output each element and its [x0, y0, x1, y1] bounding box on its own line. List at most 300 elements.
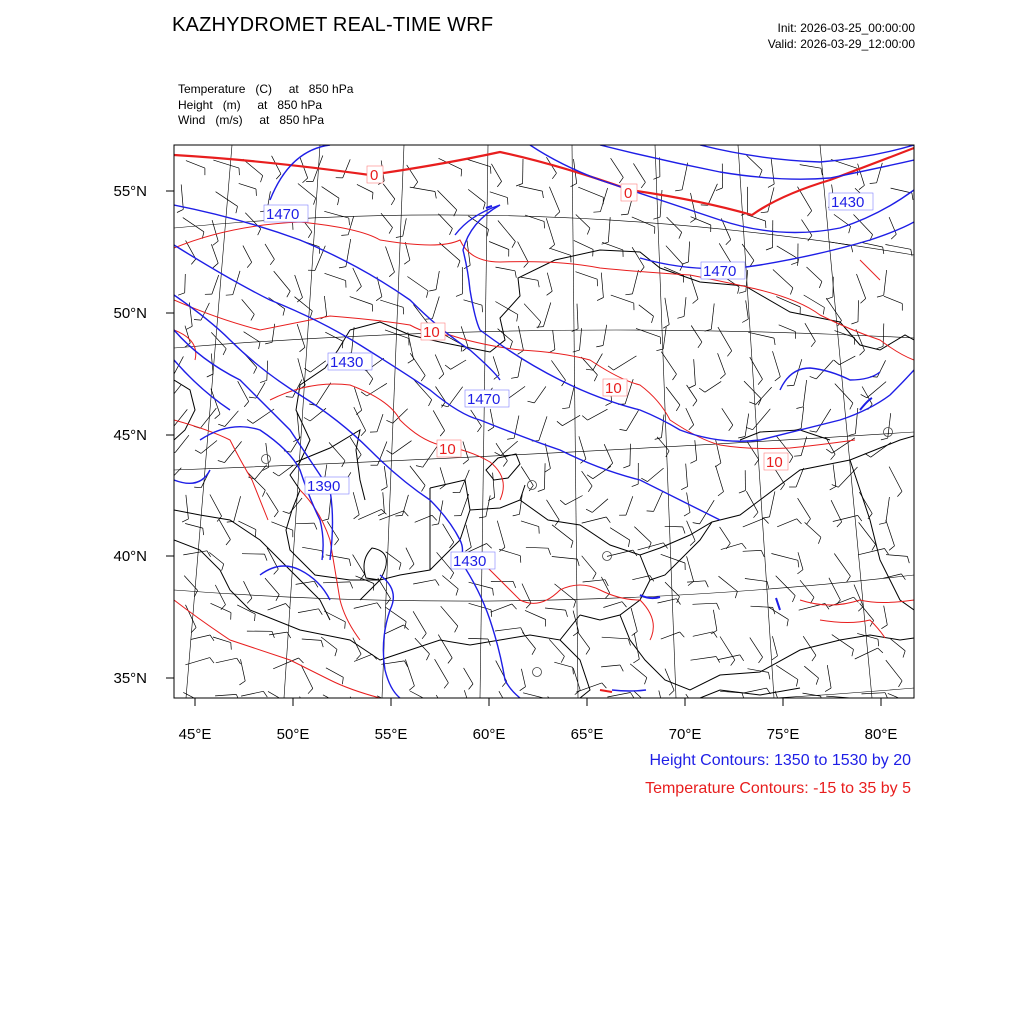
- wind-barb-flag: [488, 427, 494, 431]
- wind-barb-flag: [237, 658, 241, 664]
- wind-barb: [354, 407, 366, 431]
- wind-barb-flag: [244, 402, 249, 407]
- wind-barb: [407, 277, 428, 291]
- wind-barb-flag: [684, 513, 690, 517]
- wind-barb-flag: [746, 427, 753, 429]
- wind-barb: [497, 521, 505, 548]
- wind-barb: [403, 218, 407, 236]
- wind-barb: [493, 473, 495, 498]
- wind-barb: [386, 247, 395, 273]
- wind-barb: [860, 603, 874, 620]
- wind-barb-flag: [860, 350, 865, 355]
- wind-barb: [745, 579, 767, 582]
- wind-barb: [569, 385, 574, 408]
- wind-barb: [690, 275, 698, 299]
- wind-barb-flag: [513, 581, 516, 588]
- wind-barb-flag: [812, 655, 816, 661]
- wind-barb: [722, 408, 733, 425]
- wind-barb-flag: [303, 178, 308, 183]
- wind-barb: [588, 409, 608, 420]
- wind-barb-flag: [587, 228, 590, 234]
- wind-barb-flag: [825, 604, 829, 610]
- wind-barb-flag: [389, 228, 392, 234]
- wind-barb: [451, 360, 467, 369]
- wind-barb: [772, 636, 777, 656]
- wind-barb: [181, 185, 183, 210]
- wind-barb: [413, 580, 435, 584]
- wind-barb: [580, 328, 582, 350]
- wind-barb: [298, 358, 305, 385]
- wind-barb: [636, 328, 660, 337]
- wind-barb: [215, 694, 236, 696]
- wind-barb-flag: [758, 379, 762, 384]
- wind-barb: [186, 605, 197, 628]
- wind-barb: [630, 664, 647, 678]
- wind-barb-flag: [586, 649, 590, 655]
- wind-barb: [695, 440, 697, 460]
- wind-barb-flag: [653, 177, 660, 180]
- wind-barb-flag: [344, 706, 345, 713]
- wind-barb-flag: [807, 211, 811, 217]
- temperature-contours: [174, 148, 914, 698]
- wind-barb-flag: [518, 351, 524, 355]
- wind-barb-flag: [852, 649, 854, 656]
- wind-barb: [350, 297, 373, 305]
- wind-barb-flag: [422, 633, 426, 639]
- wind-barb-flag: [304, 418, 310, 422]
- wind-barb: [415, 515, 432, 522]
- wind-barb: [573, 611, 579, 632]
- wind-barb: [582, 556, 596, 573]
- wind-barb-flag: [239, 681, 245, 685]
- wind-barb-flag: [182, 519, 188, 522]
- wind-barb-flag: [847, 576, 851, 582]
- wind-barb: [216, 192, 238, 207]
- wind-barb-flag: [653, 217, 660, 219]
- wind-barb: [518, 326, 523, 351]
- wind-barb-flag: [435, 192, 436, 199]
- wind-barb: [687, 521, 696, 541]
- wind-barb-flag: [389, 272, 394, 277]
- wind-barb: [884, 296, 902, 303]
- wind-barb: [831, 500, 842, 522]
- wind-barb: [186, 161, 205, 169]
- wind-barb: [302, 547, 322, 550]
- wind-barb-flag: [726, 240, 731, 245]
- wind-barb: [718, 327, 732, 351]
- wind-barb: [353, 555, 365, 575]
- lon-label: 65°E: [570, 726, 604, 743]
- wind-barb-flag: [850, 403, 853, 409]
- wind-barb: [742, 244, 754, 260]
- wind-barb-flag: [764, 518, 769, 523]
- wind-barb: [423, 444, 439, 467]
- wind-barb-flag: [859, 185, 865, 189]
- wind-barb: [353, 492, 359, 515]
- wind-barb-flag: [690, 541, 695, 546]
- wind-barb-flag: [562, 408, 569, 409]
- wind-barb: [185, 274, 186, 293]
- wind-barb-flag: [222, 564, 224, 571]
- country-borders: [174, 250, 914, 698]
- wind-barb-flag: [666, 451, 669, 457]
- wind-barb: [611, 295, 634, 303]
- wind-barb-flag: [792, 596, 795, 602]
- wind-barb-flag: [731, 660, 735, 666]
- wind-barb: [521, 521, 539, 527]
- wind-barb-flag: [693, 523, 700, 524]
- wind-barb-flag: [215, 414, 220, 419]
- field-wind: Wind (m/s) at 850 hPa: [178, 113, 325, 127]
- wind-barb-flag: [461, 345, 462, 352]
- wind-barb: [392, 441, 411, 455]
- wind-barb-flag: [705, 581, 708, 587]
- wind-barb: [410, 466, 425, 486]
- wind-barb-flag: [659, 716, 665, 720]
- wind-barb: [225, 441, 242, 462]
- wind-barb-flag: [510, 341, 512, 348]
- wind-barb: [601, 665, 620, 667]
- city-markers: [262, 428, 893, 677]
- wind-barb: [602, 242, 623, 250]
- wind-barb-flag: [440, 431, 444, 437]
- wind-barb: [271, 522, 292, 530]
- wind-barb: [324, 611, 345, 622]
- wind-barb: [667, 217, 682, 232]
- wind-barb-flag: [596, 346, 603, 347]
- wind-barb: [574, 240, 593, 249]
- wind-barb-flag: [837, 522, 842, 527]
- wind-barb-flag: [195, 450, 201, 454]
- wind-barb-flag: [681, 487, 687, 490]
- wind-barb: [552, 525, 573, 541]
- wind-barb: [550, 248, 570, 255]
- wind-barb-flag: [826, 297, 833, 299]
- wind-barb-flag: [455, 626, 458, 632]
- wind-barb: [862, 693, 886, 694]
- wind-barb-flag: [606, 517, 610, 523]
- wind-barb: [630, 444, 631, 466]
- wind-barb: [545, 608, 566, 610]
- wind-barb-flag: [775, 377, 781, 381]
- wind-barb-flag: [548, 548, 550, 555]
- wind-barb-flag: [249, 397, 256, 398]
- wind-barb-flag: [739, 491, 746, 494]
- wind-barb: [354, 603, 377, 609]
- wind-barb: [213, 160, 239, 168]
- wind-barb-flag: [210, 635, 214, 641]
- wind-barb-flag: [597, 298, 603, 301]
- wind-barb-flag: [608, 366, 614, 370]
- wind-barb: [501, 441, 518, 456]
- wind-barb: [607, 693, 630, 698]
- wind-barb-flag: [693, 401, 697, 407]
- wind-barb: [539, 416, 547, 440]
- wind-barb-flag: [608, 463, 613, 468]
- wind-barb-flag: [335, 649, 337, 656]
- wind-barb-flag: [810, 431, 817, 432]
- wind-barb: [496, 267, 516, 271]
- wind-barb-flag: [254, 367, 257, 373]
- wind-barb: [779, 325, 796, 332]
- wind-barb: [323, 695, 345, 707]
- wind-barb-flag: [528, 401, 535, 403]
- wind-barb: [518, 242, 529, 263]
- wind-barb: [410, 187, 435, 191]
- wind-barb: [796, 468, 804, 487]
- wind-barb: [804, 295, 825, 308]
- contour-labels: [264, 166, 873, 570]
- wind-barb-flag: [623, 466, 630, 468]
- wind-barb-flag: [883, 247, 884, 254]
- wind-barb-flag: [466, 712, 471, 716]
- wind-barb: [381, 661, 404, 664]
- height-legend: Height Contours: 1350 to 1530 by 20: [649, 752, 911, 769]
- wind-barb: [321, 637, 337, 649]
- wind-barb-flag: [834, 360, 839, 365]
- wind-barb: [549, 187, 559, 212]
- wind-barb: [886, 660, 902, 681]
- wind-barb-flag: [289, 704, 290, 711]
- wind-barb-flag: [550, 700, 551, 707]
- wind-barb: [602, 637, 629, 639]
- wind-barb-flag: [872, 544, 876, 550]
- wind-barb-flag: [729, 425, 733, 431]
- wind-barb: [604, 444, 613, 463]
- wind-barb: [803, 636, 816, 655]
- wind-barb: [773, 270, 793, 288]
- wind-barb-flag: [683, 527, 685, 534]
- wind-barb-flag: [879, 523, 886, 525]
- wind-barb: [719, 576, 738, 591]
- wind-barb: [768, 187, 774, 212]
- wind-barb: [708, 184, 718, 206]
- wind-barb: [410, 353, 425, 375]
- wind-barb-flag: [247, 262, 252, 267]
- wind-barb: [440, 467, 445, 484]
- wind-barb: [521, 669, 525, 687]
- height-label-text: 1430: [831, 194, 865, 211]
- wind-barb-flag: [682, 262, 689, 264]
- wind-barb: [832, 635, 854, 650]
- wind-barb-flag: [538, 280, 539, 287]
- wind-barb: [877, 360, 885, 377]
- wind-barb: [464, 690, 471, 712]
- wind-barb-flag: [231, 643, 232, 650]
- wind-barb-flag: [159, 402, 166, 404]
- wind-barb-flag: [593, 212, 600, 213]
- wind-barb-flag: [463, 460, 469, 464]
- wind-barb-flag: [606, 402, 612, 405]
- wind-barb-flag: [213, 263, 218, 268]
- wind-barb-flag: [226, 295, 233, 296]
- wind-barb-flag: [861, 394, 867, 397]
- wind-barb: [279, 465, 294, 476]
- wind-barb: [803, 380, 806, 407]
- wind-barb: [175, 435, 189, 452]
- wind-barb-flag: [322, 519, 329, 521]
- wind-barb-flag: [713, 632, 717, 638]
- wind-barb: [565, 496, 582, 505]
- wind-barb-flag: [561, 656, 564, 662]
- wind-barb-flag: [265, 554, 268, 561]
- wind-barb: [682, 163, 688, 190]
- height-label: [829, 193, 873, 211]
- temperature-label: [437, 440, 461, 458]
- wind-barb-flag: [416, 466, 423, 468]
- wind-barb: [498, 221, 516, 242]
- wind-barb: [438, 214, 452, 229]
- wind-barb: [800, 580, 814, 597]
- wind-barb: [857, 274, 866, 299]
- temperature-label: [421, 323, 445, 341]
- wind-barb-flag: [259, 342, 260, 349]
- wind-barb: [239, 183, 256, 189]
- wind-barb-flag: [194, 487, 201, 488]
- wind-barb-flag: [403, 307, 404, 314]
- wind-barb: [490, 192, 508, 198]
- wind-barb-flag: [262, 490, 265, 496]
- wind-barb: [405, 242, 410, 260]
- wind-barb: [686, 694, 698, 711]
- wind-barb-flag: [314, 198, 316, 205]
- wind-barb: [745, 414, 749, 437]
- wind-barb: [448, 387, 463, 407]
- wind-barb: [413, 611, 426, 633]
- wind-barb: [329, 497, 331, 519]
- wind-barb-flag: [354, 515, 360, 519]
- wind-barb: [238, 521, 256, 530]
- wind-barb-flag: [511, 377, 518, 378]
- wind-barb: [326, 668, 343, 678]
- wind-barb: [577, 304, 578, 329]
- wind-barb: [750, 357, 763, 379]
- wind-barb-flag: [512, 242, 515, 248]
- wind-barb-flag: [738, 287, 740, 294]
- wind-barb: [215, 585, 225, 605]
- wind-barb: [186, 495, 189, 519]
- wind-barb-flag: [444, 683, 448, 689]
- wind-barb: [213, 637, 231, 643]
- wind-barb-flag: [768, 184, 774, 187]
- wind-barb: [693, 603, 717, 604]
- wind-barb: [461, 326, 468, 346]
- wind-barb-flag: [586, 369, 593, 370]
- wind-barb: [716, 439, 721, 463]
- wind-barb-flag: [426, 291, 428, 298]
- temperature-label-text: 10: [423, 324, 440, 341]
- wind-barb-flag: [573, 632, 579, 636]
- wind-barb: [183, 218, 204, 232]
- wind-barb-flag: [689, 425, 694, 430]
- wind-barb-flag: [512, 604, 517, 609]
- wind-barb: [884, 606, 888, 625]
- wind-barb-flag: [165, 427, 172, 429]
- wind-barb-flag: [300, 347, 305, 352]
- wind-barb: [520, 277, 538, 280]
- wind-barb-flag: [555, 212, 560, 217]
- wind-barb-flag: [889, 546, 894, 550]
- wind-barb-flag: [283, 511, 290, 513]
- map-title: KAZHYDROMET REAL-TIME WRF: [172, 14, 494, 36]
- wind-barb-flag: [247, 598, 252, 603]
- wind-barb: [405, 659, 414, 686]
- wind-barb-flag: [321, 640, 323, 647]
- wind-barb-flag: [247, 419, 253, 423]
- wind-barb: [353, 638, 361, 655]
- wind-barb-flag: [361, 392, 367, 396]
- wind-barb-flag: [493, 589, 494, 596]
- wind-barb: [219, 519, 231, 539]
- wind-barb: [578, 187, 603, 197]
- wind-barb-flag: [878, 648, 883, 653]
- wind-barb: [384, 466, 387, 487]
- map-frame: [174, 145, 914, 698]
- wind-barb: [209, 552, 223, 564]
- wind-barb-flag: [774, 338, 775, 345]
- wind-barb: [829, 242, 851, 246]
- wind-barb: [610, 528, 630, 540]
- wind-barb: [526, 547, 548, 548]
- wind-barb-flag: [299, 658, 304, 663]
- wind-barb-flag: [429, 400, 432, 406]
- wind-barb-flag: [456, 589, 458, 596]
- wind-barb-flag: [742, 693, 744, 700]
- wind-barb-flag: [680, 265, 683, 271]
- wind-barb-flag: [515, 271, 516, 278]
- wind-barb-flag: [557, 421, 563, 425]
- valid-time: Valid: 2026-03-29_12:00:00: [767, 37, 915, 51]
- wind-barb-flag: [532, 649, 536, 655]
- wind-barb-flag: [310, 311, 312, 318]
- wind-barb-flag: [552, 173, 556, 179]
- wind-barb: [466, 525, 471, 547]
- wind-barb-flag: [345, 622, 346, 629]
- field-height: Height (m) at 850 hPa: [178, 97, 323, 112]
- wind-barb-flag: [377, 603, 381, 609]
- wind-barb: [889, 467, 902, 492]
- temperature-label: [621, 184, 637, 202]
- wind-barb: [713, 610, 717, 631]
- wind-barb: [829, 578, 841, 600]
- wind-barb: [216, 658, 237, 663]
- wind-barb-flag: [439, 374, 444, 379]
- wind-barb-flag: [907, 556, 909, 563]
- wind-barb-flag: [622, 602, 626, 607]
- wind-barb-flag: [194, 320, 201, 321]
- wind-barb-flag: [545, 469, 551, 473]
- wind-barb-flag: [861, 299, 866, 304]
- wind-barb-flag: [516, 184, 523, 187]
- wind-barb: [465, 159, 491, 167]
- wind-barb-flag: [628, 540, 629, 547]
- lat-label: 40°N: [113, 548, 147, 565]
- wind-barb: [295, 275, 303, 298]
- wind-barb-flag: [821, 696, 823, 703]
- wind-barb-flag: [283, 309, 285, 316]
- wind-barb: [718, 353, 726, 374]
- wind-barb-flag: [573, 350, 580, 352]
- wind-barb-flag: [574, 601, 576, 608]
- wind-barb: [191, 635, 211, 640]
- wind-barb-flag: [645, 678, 647, 685]
- wind-barb-flag: [482, 305, 483, 312]
- wind-barb: [353, 268, 362, 287]
- wind-barb: [499, 691, 509, 708]
- wind-barb: [771, 159, 774, 184]
- wind-barb: [524, 304, 541, 322]
- wind-barb: [838, 467, 857, 487]
